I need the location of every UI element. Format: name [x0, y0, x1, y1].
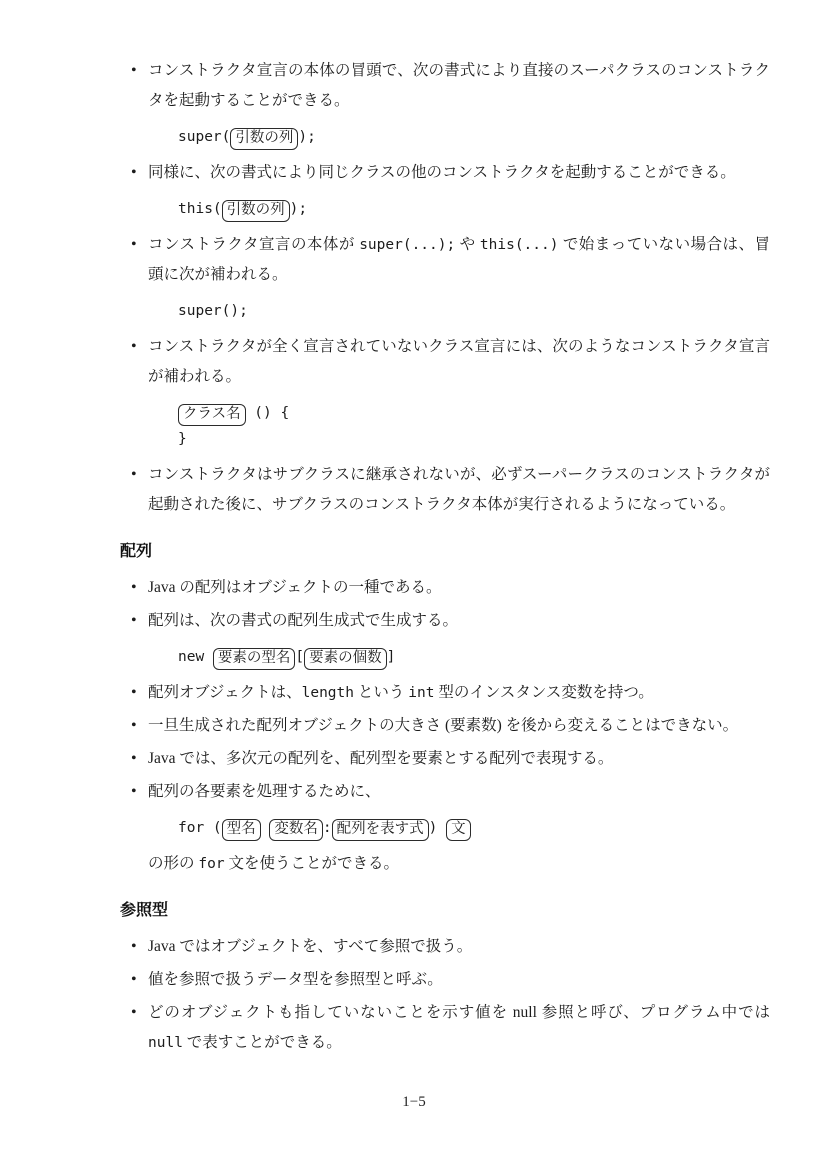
list-item [148, 932, 770, 962]
list-item-text: 文を使うことができる。 [224, 855, 399, 872]
list-item-text: Java の配列はオブジェクトの一種である。 [148, 579, 442, 596]
syntax-placeholder-box: クラス名 [178, 404, 246, 426]
inline-code: null [148, 1035, 183, 1051]
list-item-text: 型のインスタンス変数を持つ。 [434, 684, 654, 701]
list-item-text: コンストラクタはサブクラスに継承されないが、必ずスーパークラスのコンストラクタが起動された後に、サブクラスのコンストラクタ本体が実行されるようになっている。 [148, 466, 770, 513]
list-item [148, 777, 770, 879]
code-line-array-new [178, 644, 770, 670]
code-text: ); [289, 201, 308, 217]
code-text: } [178, 431, 187, 447]
syntax-placeholder-box: 型名 [222, 819, 261, 841]
list-item [148, 460, 770, 520]
syntax-placeholder-box: 要素の個数 [304, 648, 387, 670]
syntax-placeholder-box: 変数名 [269, 819, 323, 841]
code-line-default-ctor [178, 400, 770, 452]
code-line-super-call [178, 124, 770, 150]
list-item-text: の形の [148, 855, 199, 872]
list-item-text: 配列は、次の書式の配列生成式で生成する。 [148, 612, 459, 629]
list-item-text: で始まっていない場合は、冒頭に次が補われる。 [148, 236, 770, 283]
list-item-text: コンストラクタが全く宣言されていないクラス宣言には、次のようなコンストラクタ宣言が補われる。 [148, 338, 770, 385]
list-item [148, 711, 770, 741]
list-item-text: で表すことができる。 [182, 1034, 342, 1051]
list-item [148, 158, 770, 222]
list-item-text: 配列オブジェクトは、 [148, 684, 302, 701]
list-item-text: という [354, 684, 409, 701]
list-item-text: Java ではオブジェクトを、すべて参照で扱う。 [148, 938, 473, 955]
syntax-placeholder-box: 引数の列 [230, 128, 298, 150]
code-text: [ [295, 649, 305, 665]
list-item [148, 332, 770, 452]
list-item [148, 744, 770, 774]
syntax-placeholder-box: 要素の型名 [213, 648, 296, 670]
inline-code: super(...); [359, 237, 456, 253]
list-item-text: や [455, 236, 480, 253]
list-item [148, 606, 770, 670]
list-item [148, 230, 770, 324]
code-text: : [322, 820, 332, 836]
syntax-placeholder-box: 配列を表す式 [332, 819, 429, 841]
inline-code: this(...) [479, 237, 559, 253]
list-item [148, 965, 770, 995]
list-item-text: コンストラクタ宣言の本体の冒頭で、次の書式により直接のスーパクラスのコンストラクタを起動することができる。 [148, 62, 770, 109]
code-line-this-call [178, 196, 770, 222]
inline-code: int [408, 685, 435, 701]
code-text: super( [178, 129, 231, 145]
section-heading-arrays: 配列 [120, 543, 153, 560]
list-item-text: 配列の各要素を処理するために、 [148, 783, 381, 800]
bullet-list-constructors [120, 56, 770, 520]
syntax-placeholder-box: 引数の列 [222, 200, 290, 222]
list-item [148, 56, 770, 150]
bullet-list-references [120, 932, 770, 1058]
list-item-text: 同様に、次の書式により同じクラスの他のコンストラクタを起動することができる。 [148, 164, 736, 181]
bullet-list-arrays [120, 573, 770, 879]
syntax-placeholder-box: 文 [446, 819, 471, 841]
code-line-foreach [178, 815, 770, 841]
list-item-text: 一旦生成された配列オブジェクトの大きさ (要素数) を後から変えることはできない。 [148, 717, 739, 734]
list-item [148, 678, 770, 708]
code-text: ) [428, 820, 447, 836]
code-text: super(); [178, 303, 248, 319]
list-item-text: Java では、多次元の配列を、配列型を要素とする配列で表現する。 [148, 750, 614, 767]
list-item-text: コンストラクタ宣言の本体が [148, 236, 360, 253]
code-text: for ( [178, 820, 222, 836]
code-line-super-default [178, 298, 770, 324]
inline-code: for [198, 856, 225, 872]
list-item [148, 573, 770, 603]
page-number: 1−5 [402, 1094, 426, 1110]
inline-code: length [301, 685, 354, 701]
code-text: new [178, 649, 213, 665]
list-item [148, 998, 770, 1058]
code-text: ); [298, 129, 316, 145]
code-text: ] [386, 649, 396, 665]
list-item-text: 値を参照で扱うデータ型を参照型と呼ぶ。 [148, 971, 443, 988]
code-text: () { [245, 405, 290, 421]
list-item-text: どのオブジェクトも指していないことを示す値を null 参照と呼び、プログラム中では [148, 1004, 770, 1021]
section-heading-reference-types: 参照型 [120, 902, 169, 919]
code-text: this( [178, 201, 222, 217]
code-text [261, 820, 270, 836]
